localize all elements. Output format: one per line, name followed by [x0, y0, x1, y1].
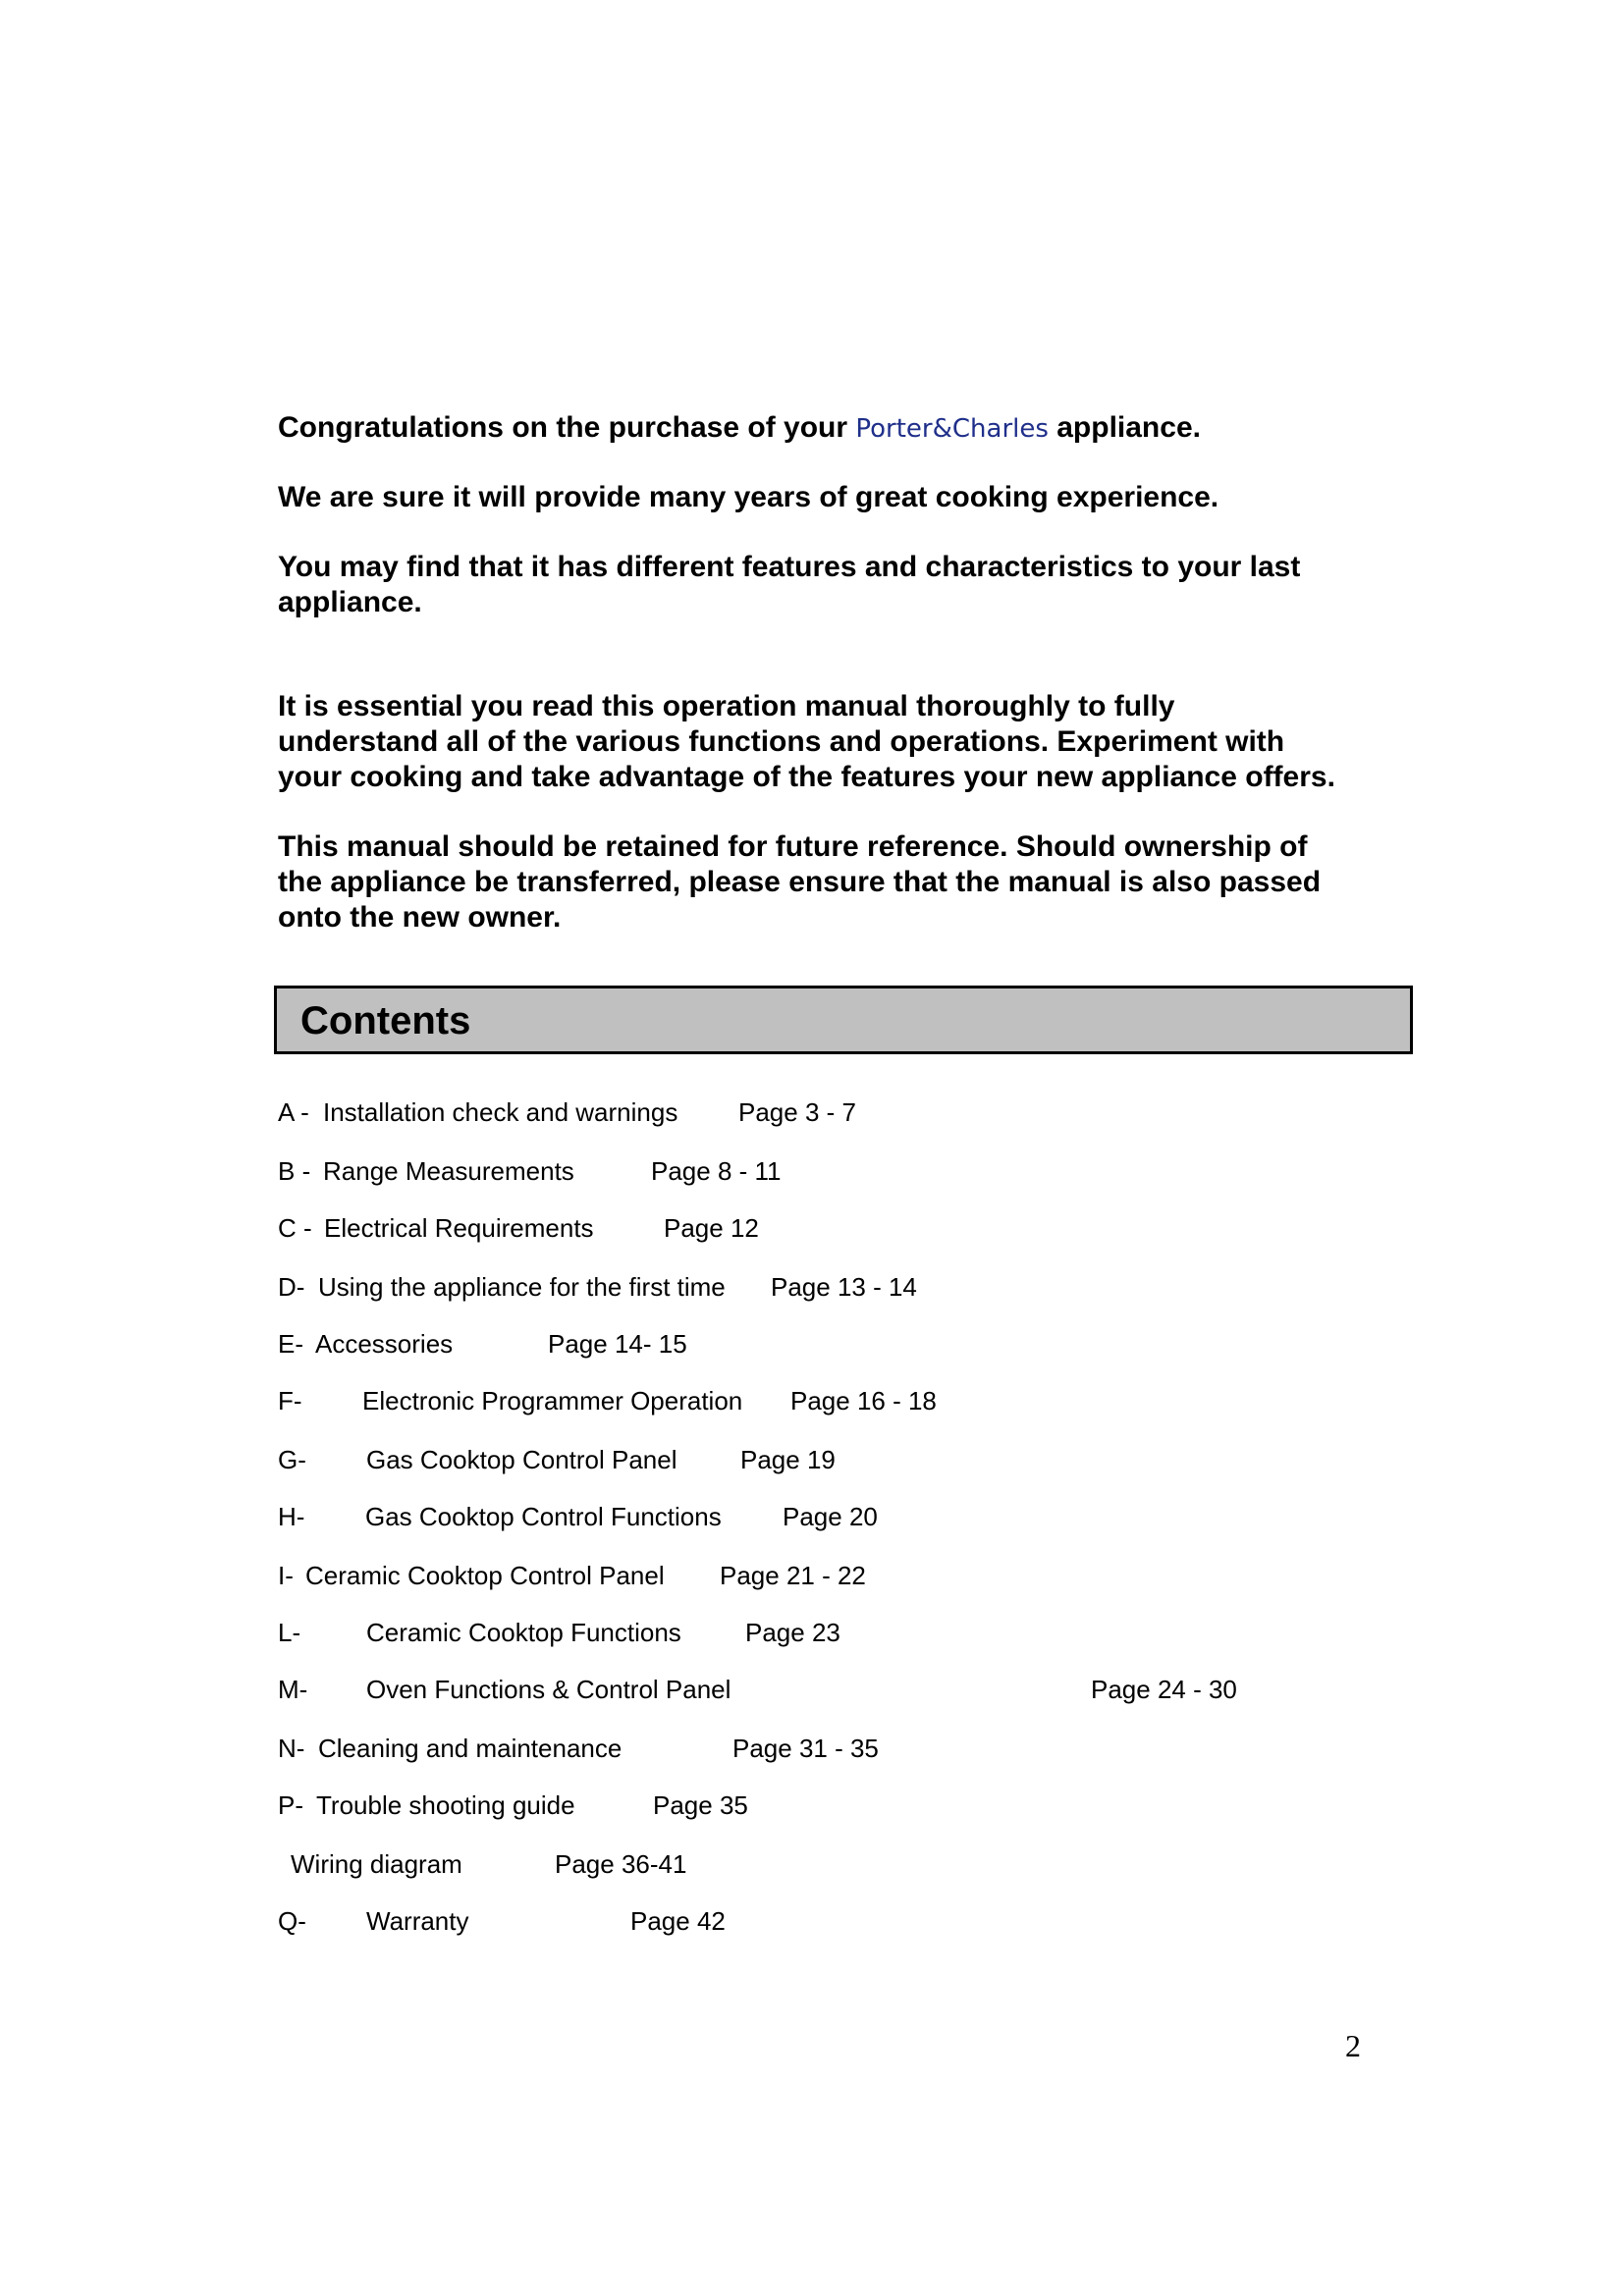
toc-pages: Page 20: [783, 1502, 878, 1531]
toc-pages: Page 42: [630, 1906, 726, 1936]
intro-paragraph-5-line-2: the appliance be transferred, please ensure that the manual is also passed: [278, 866, 1322, 898]
toc-pages: Page 21 - 22: [720, 1561, 866, 1590]
toc-letter: B -: [278, 1156, 311, 1186]
toc-pages: Page 14- 15: [548, 1329, 687, 1359]
contents-title: Contents: [300, 999, 471, 1042]
toc-letter: N-: [278, 1734, 305, 1763]
toc-title: Accessories: [315, 1329, 454, 1359]
intro-paragraph-2: We are sure it will provide many years of great cooking experience.: [278, 481, 1219, 513]
toc-letter: D-: [278, 1272, 305, 1302]
toc-pages: Page 16 - 18: [790, 1386, 937, 1415]
intro-paragraph-3-line-1: You may find that it has different features and characteristics to your last: [278, 551, 1301, 583]
toc-letter: C -: [278, 1213, 312, 1243]
toc-title: Range Measurements: [323, 1156, 574, 1186]
intro-paragraph-5-line-1: This manual should be retained for future reference. Should ownership of: [278, 830, 1308, 863]
toc-title: Cleaning and maintenance: [318, 1734, 623, 1763]
toc-letter: M-: [278, 1675, 308, 1704]
toc-letter: L-: [278, 1618, 301, 1647]
toc-pages: Page 24 - 30: [1091, 1675, 1237, 1704]
toc-pages: Page 3 - 7: [738, 1097, 856, 1127]
toc-pages: Page 31 - 35: [732, 1734, 879, 1763]
toc-letter: I-: [278, 1561, 294, 1590]
toc-title: Oven Functions & Control Panel: [366, 1675, 731, 1704]
intro-paragraph-4-line-1: It is essential you read this operation manual thoroughly to fully: [278, 690, 1175, 722]
toc-letter: E-: [278, 1329, 303, 1359]
intro-paragraph-3-line-2: appliance.: [278, 586, 422, 618]
toc-pages: Page 23: [745, 1618, 840, 1647]
toc-pages: Page 12: [664, 1213, 759, 1243]
intro-line1-before: Congratulations on the purchase of your: [278, 411, 856, 444]
toc-letter: H-: [278, 1502, 305, 1531]
toc-title: Installation check and warnings: [323, 1097, 678, 1127]
toc-letter: F-: [278, 1386, 302, 1415]
toc-pages: Page 8 - 11: [651, 1156, 782, 1186]
toc-pages: Page 35: [653, 1790, 748, 1820]
intro-paragraph-4-line-2: understand all of the various functions and operations. Experiment with: [278, 725, 1285, 758]
toc-title: Warranty: [366, 1906, 469, 1936]
toc-title: Using the appliance for the first time: [318, 1272, 726, 1302]
toc-title: Electronic Programmer Operation: [362, 1386, 743, 1415]
intro-paragraph-5-line-3: onto the new owner.: [278, 901, 562, 934]
intro-line1-after: appliance.: [1048, 411, 1201, 444]
toc-title: Electrical Requirements: [324, 1213, 594, 1243]
toc-letter: P-: [278, 1790, 303, 1820]
intro-paragraph-4-line-3: your cooking and take advantage of the features your new appliance offers.: [278, 761, 1335, 793]
toc-letter: G-: [278, 1445, 306, 1474]
intro-congratulations: [278, 410, 1397, 447]
brand-logo: Porter&Charles: [855, 414, 1049, 444]
toc-title: Wiring diagram: [291, 1849, 462, 1879]
intro-paragraph-5: [278, 829, 1397, 935]
toc-title: Ceramic Cooktop Control Panel: [305, 1561, 665, 1590]
contents-header: [274, 986, 1413, 1054]
intro-paragraph-4: [278, 689, 1397, 795]
toc-title: Gas Cooktop Control Panel: [366, 1445, 677, 1474]
toc-letter: A -: [278, 1097, 309, 1127]
toc-title: Trouble shooting guide: [316, 1790, 575, 1820]
toc-pages: Page 19: [740, 1445, 836, 1474]
toc-pages: Page 13 - 14: [771, 1272, 917, 1302]
toc-title: Gas Cooktop Control Functions: [365, 1502, 722, 1531]
toc-letter: Q-: [278, 1906, 306, 1936]
toc-pages: Page 36-41: [555, 1849, 687, 1879]
intro-paragraph-3: [278, 550, 1397, 620]
page-number: 2: [1345, 2028, 1361, 2063]
toc-title: Ceramic Cooktop Functions: [366, 1618, 681, 1647]
